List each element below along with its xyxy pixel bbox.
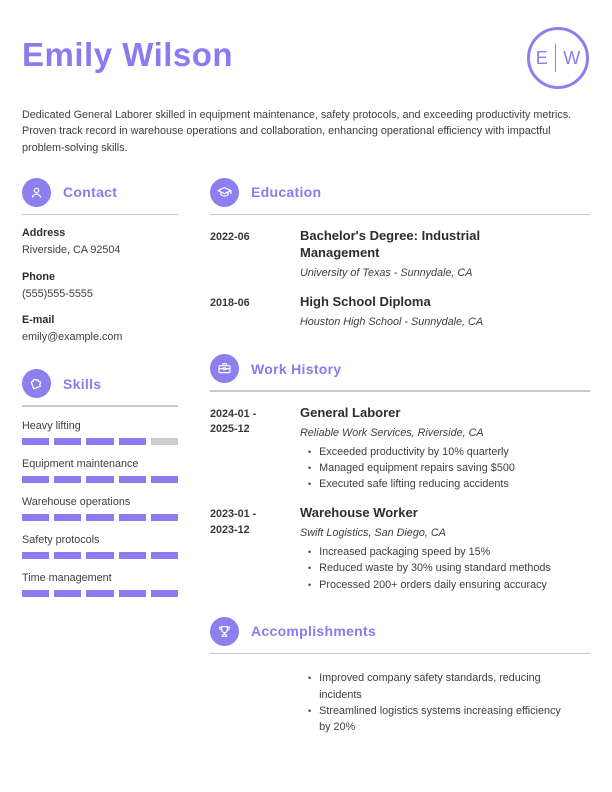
bullet-text: Processed 200+ orders daily ensuring accuracy	[319, 578, 547, 591]
skill-level-bar	[22, 514, 178, 521]
education-section	[210, 178, 590, 330]
entry-subtitle: Swift Logistics, San Diego, CA	[300, 527, 446, 540]
education-entries	[210, 228, 590, 330]
contact-field	[22, 270, 178, 302]
bullet-text: Increased packaging speed by 15%	[319, 546, 491, 559]
entry-date	[210, 505, 300, 593]
skill-level-segment	[151, 552, 178, 559]
skill-item	[22, 571, 178, 597]
graduation-cap-icon	[210, 178, 239, 207]
entry-date-line: 2023-01 -	[210, 508, 257, 521]
skill-label: Safety protocols	[22, 533, 100, 546]
skill-level-bar	[22, 590, 178, 597]
accomplishments-rule	[210, 653, 590, 655]
skill-level-segment	[151, 514, 178, 521]
entry-title: General Laborer	[300, 404, 401, 420]
bullet-text: Improved company safety standards, reducing incidents	[319, 672, 541, 701]
skills-section	[22, 369, 178, 597]
entry-body	[300, 405, 590, 493]
entry-date	[210, 405, 300, 493]
bullet-list	[300, 670, 572, 735]
summary-text: Dedicated General Laborer skilled in equipment maintenance, safety protocols, and exceeding productivity metrics. Proven track record in warehouse operations and collaboration, enhancing operational efficiency with impactful problem-solving skills.	[22, 108, 572, 155]
timeline-entry	[210, 228, 590, 281]
bullet-dot: •	[308, 579, 312, 590]
bullet-item	[300, 544, 572, 560]
contact-field-value: (555)555-5555	[22, 287, 93, 300]
bullet-item	[300, 460, 572, 476]
contact-section-header	[22, 178, 178, 207]
monogram-badge	[527, 27, 589, 89]
contact-fields	[22, 226, 178, 345]
bullet-text: Executed safe lifting reducing accidents	[319, 478, 509, 491]
skill-label: Equipment maintenance	[22, 457, 139, 470]
skill-level-segment	[22, 552, 49, 559]
bullet-dot: •	[308, 705, 312, 716]
entry-date-line: 2023-12	[210, 523, 250, 536]
skill-level-segment	[54, 514, 81, 521]
contact-field-label: Phone	[22, 270, 55, 283]
skill-level-segment	[119, 476, 146, 483]
bullet-text: Streamlined logistics systems increasing efficiency by 20%	[319, 704, 561, 733]
entry-title: Bachelor's Degree: Industrial Management	[300, 228, 481, 261]
skill-level-segment	[151, 438, 178, 445]
bullet-dot: •	[308, 547, 312, 558]
puzzle-icon	[22, 369, 51, 398]
skill-level-bar	[22, 438, 178, 445]
monogram-initial-left: E	[535, 48, 548, 68]
trophy-icon	[210, 617, 239, 646]
work-history-entries	[210, 405, 590, 593]
education-section-header	[210, 178, 590, 207]
bullet-list	[300, 544, 572, 593]
skill-level-segment	[86, 514, 113, 521]
entry-body	[300, 294, 590, 330]
bullet-text: Exceeded productivity by 10% quarterly	[319, 445, 509, 458]
contact-section	[22, 178, 178, 345]
entry-date-line: 2025-12	[210, 423, 250, 436]
skill-level-segment	[22, 438, 49, 445]
entry-date	[210, 228, 300, 281]
skill-level-segment	[86, 552, 113, 559]
left-column	[22, 178, 178, 735]
skill-level-segment	[22, 514, 49, 521]
content-columns	[22, 178, 590, 735]
accomplishments-section-header	[210, 617, 590, 646]
entry-date	[210, 667, 300, 735]
accomplishments-entries	[210, 667, 590, 735]
skill-level-segment	[86, 438, 113, 445]
entry-body	[300, 505, 590, 593]
skill-level-segment	[151, 590, 178, 597]
skill-level-bar	[22, 552, 178, 559]
skill-level-segment	[119, 438, 146, 445]
skill-level-segment	[86, 590, 113, 597]
skills-section-title: Skills	[63, 375, 102, 392]
entry-date	[210, 294, 300, 330]
contact-rule	[22, 214, 178, 216]
contact-field	[22, 313, 178, 345]
contact-field-value: emily@example.com	[22, 330, 123, 343]
bullet-item	[300, 703, 572, 735]
skill-level-segment	[54, 476, 81, 483]
work-history-section	[210, 354, 590, 593]
bullet-dot: •	[308, 446, 312, 457]
skill-item	[22, 457, 178, 483]
skill-level-segment	[22, 590, 49, 597]
skill-label: Warehouse operations	[22, 495, 131, 508]
monogram-divider	[555, 44, 557, 72]
timeline-entry	[210, 294, 590, 330]
skills-list	[22, 419, 178, 597]
bullet-item	[300, 560, 572, 576]
work-history-section-header	[210, 354, 590, 383]
timeline-entry	[210, 667, 590, 735]
bullet-item	[300, 670, 572, 702]
accomplishments-section	[210, 617, 590, 735]
contact-field-label: E-mail	[22, 313, 55, 326]
entry-subtitle: University of Texas - Sunnydale, CA	[300, 267, 473, 280]
bullet-dot: •	[308, 479, 312, 490]
skill-level-segment	[119, 590, 146, 597]
skill-level-bar	[22, 476, 178, 483]
skill-label: Heavy lifting	[22, 419, 81, 432]
bullet-item	[300, 444, 572, 460]
entry-date-line: 2022-06	[210, 231, 250, 244]
skill-item	[22, 533, 178, 559]
bullet-item	[300, 577, 572, 593]
education-section-title: Education	[251, 184, 322, 201]
entry-body	[300, 667, 590, 735]
skills-rule	[22, 405, 178, 407]
bullet-dot: •	[308, 673, 312, 684]
page-title: Emily Wilson	[22, 36, 234, 73]
skill-level-segment	[54, 552, 81, 559]
bullet-text: Reduced waste by 30% using standard methods	[319, 562, 551, 575]
monogram-initial-right: W	[563, 48, 581, 68]
entry-subtitle: Reliable Work Services, Riverside, CA	[300, 426, 484, 439]
briefcase-icon	[210, 354, 239, 383]
education-rule	[210, 214, 590, 216]
timeline-entry	[210, 405, 590, 493]
skills-section-header	[22, 369, 178, 398]
work-history-section-title: Work History	[251, 360, 342, 377]
work-history-rule	[210, 390, 590, 392]
contact-field-value: Riverside, CA 92504	[22, 244, 121, 257]
bullet-text: Managed equipment repairs saving $500	[319, 461, 515, 474]
bullet-list	[300, 444, 572, 493]
skill-level-segment	[22, 476, 49, 483]
skill-level-segment	[54, 590, 81, 597]
skill-label: Time management	[22, 571, 112, 584]
person-icon	[22, 178, 51, 207]
entry-date-line: 2024-01 -	[210, 407, 257, 420]
skill-item	[22, 495, 178, 521]
right-column	[210, 178, 590, 735]
entry-date-line: 2018-06	[210, 297, 250, 310]
contact-field-label: Address	[22, 227, 66, 240]
accomplishments-section-title: Accomplishments	[251, 623, 377, 640]
skill-level-segment	[86, 476, 113, 483]
bullet-dot: •	[308, 462, 312, 473]
bullet-dot: •	[308, 563, 312, 574]
skill-level-segment	[119, 514, 146, 521]
skill-level-segment	[151, 476, 178, 483]
timeline-entry	[210, 505, 590, 593]
entry-subtitle: Houston High School - Sunnydale, CA	[300, 316, 484, 329]
entry-body	[300, 228, 590, 281]
entry-title: Warehouse Worker	[300, 505, 418, 521]
skill-level-segment	[119, 552, 146, 559]
bullet-item	[300, 476, 572, 492]
contact-field	[22, 226, 178, 258]
contact-section-title: Contact	[63, 184, 118, 201]
entry-title: High School Diploma	[300, 294, 431, 310]
skill-level-segment	[54, 438, 81, 445]
skill-item	[22, 419, 178, 445]
